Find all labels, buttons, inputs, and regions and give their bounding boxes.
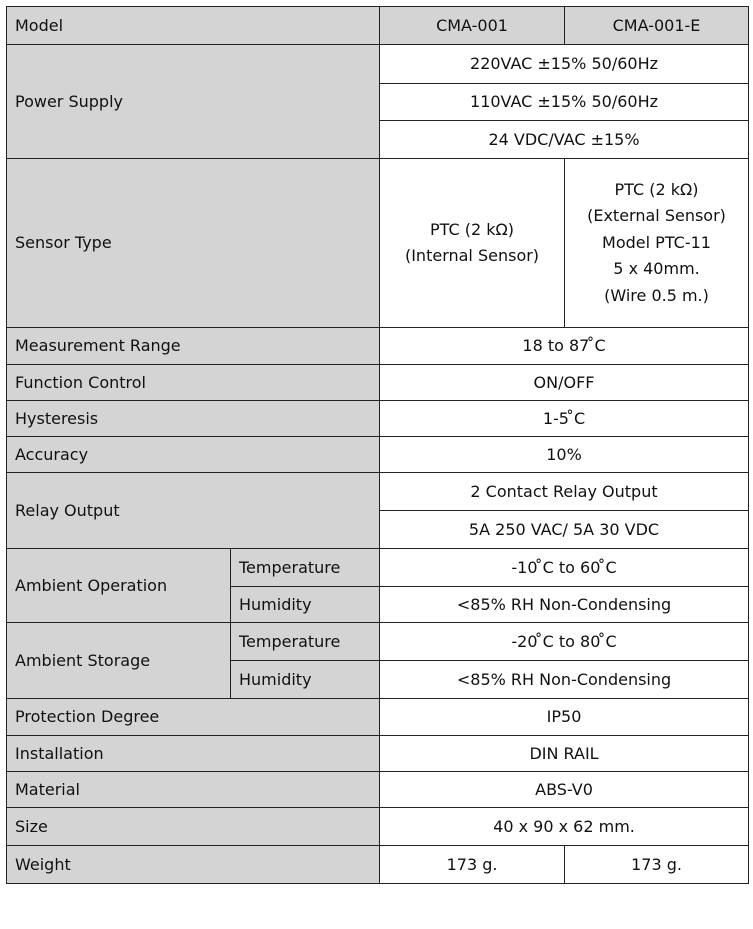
sensor-internal-line-1: PTC (2 kΩ) [430,219,514,239]
ambient-operation-humidity-label: Humidity [231,587,380,623]
measurement-range-label: Measurement Range [7,328,380,365]
table-row-hysteresis [7,401,749,437]
function-control-value: ON/OFF [380,365,749,401]
sensor-internal-line-2: (Internal Sensor) [404,246,540,265]
sensor-external-line-2: (External Sensor) [587,206,726,226]
table-row-size [7,808,749,846]
table-row-ambient-storage-temp [7,623,749,661]
power-supply-label: Power Supply [7,45,380,159]
relay-output-label: Relay Output [7,473,380,549]
model-cma-001: CMA-001 [380,7,565,45]
hysteresis-value: 1-5 ̊C [380,401,749,437]
sensor-external-line-4: 5 x 40mm. [613,259,700,279]
protection-degree-value: IP50 [380,699,749,736]
material-label: Material [7,772,380,808]
spec-table [6,6,749,884]
relay-output-rating: 5A 250 VAC/ 5A 30 VDC [380,511,749,549]
ambient-operation-humidity-value: <85% RH Non-Condensing [380,587,749,623]
accuracy-value: 10% [380,437,749,473]
table-row-relay-output [7,473,749,511]
ambient-storage-humidity-label: Humidity [231,661,380,699]
weight-cma-001-e: 173 g. [565,846,749,884]
table-row-power-supply [7,45,749,84]
table-row-installation [7,736,749,772]
ambient-operation-temperature-label: Temperature [231,549,380,587]
sensor-external-line-3: Model PTC-11 [602,232,711,252]
material-value: ABS-V0 [380,772,749,808]
sensor-external-line-5: (Wire 0.5 m.) [604,285,709,305]
table-row-measurement-range [7,328,749,365]
installation-label: Installation [7,736,380,772]
table-row-sensor-type [7,159,749,328]
protection-degree-label: Protection Degree [7,699,380,736]
table-row-model [7,7,749,45]
table-row-accuracy [7,437,749,473]
weight-label: Weight [7,846,380,884]
hysteresis-label: Hysteresis [7,401,380,437]
table-row-weight [7,846,749,884]
measurement-range-value: 18 to 87 ̊C [380,328,749,365]
accuracy-label: Accuracy [7,437,380,473]
size-label: Size [7,808,380,846]
sensor-external [565,159,749,328]
power-supply-24vdc: 24 VDC/VAC ±15% [380,121,749,159]
table-row-protection-degree [7,699,749,736]
table-row-function-control [7,365,749,401]
sensor-type-label: Sensor Type [7,159,380,328]
ambient-storage-humidity-value: <85% RH Non-Condensing [380,661,749,699]
sensor-internal [380,159,565,328]
model-label: Model [7,7,380,45]
table-row-ambient-operation-temp [7,549,749,587]
ambient-storage-temperature-label: Temperature [231,623,380,661]
sensor-external-line-1: PTC (2 kΩ) [614,180,699,200]
spec-table-container [6,6,749,884]
ambient-storage-label: Ambient Storage [7,623,231,699]
power-supply-220vac: 220VAC ±15% 50/60Hz [380,45,749,84]
ambient-storage-temperature-value: -20 ̊C to 80 ̊C [380,623,749,661]
weight-cma-001: 173 g. [380,846,565,884]
ambient-operation-temperature-value: -10 ̊C to 60 ̊C [380,549,749,587]
relay-output-contact: 2 Contact Relay Output [380,473,749,511]
ambient-operation-label: Ambient Operation [7,549,231,623]
function-control-label: Function Control [7,365,380,401]
installation-value: DIN RAIL [380,736,749,772]
table-row-material [7,772,749,808]
model-cma-001-e: CMA-001-E [565,7,749,45]
size-value: 40 x 90 x 62 mm. [380,808,749,846]
power-supply-110vac: 110VAC ±15% 50/60Hz [380,84,749,121]
